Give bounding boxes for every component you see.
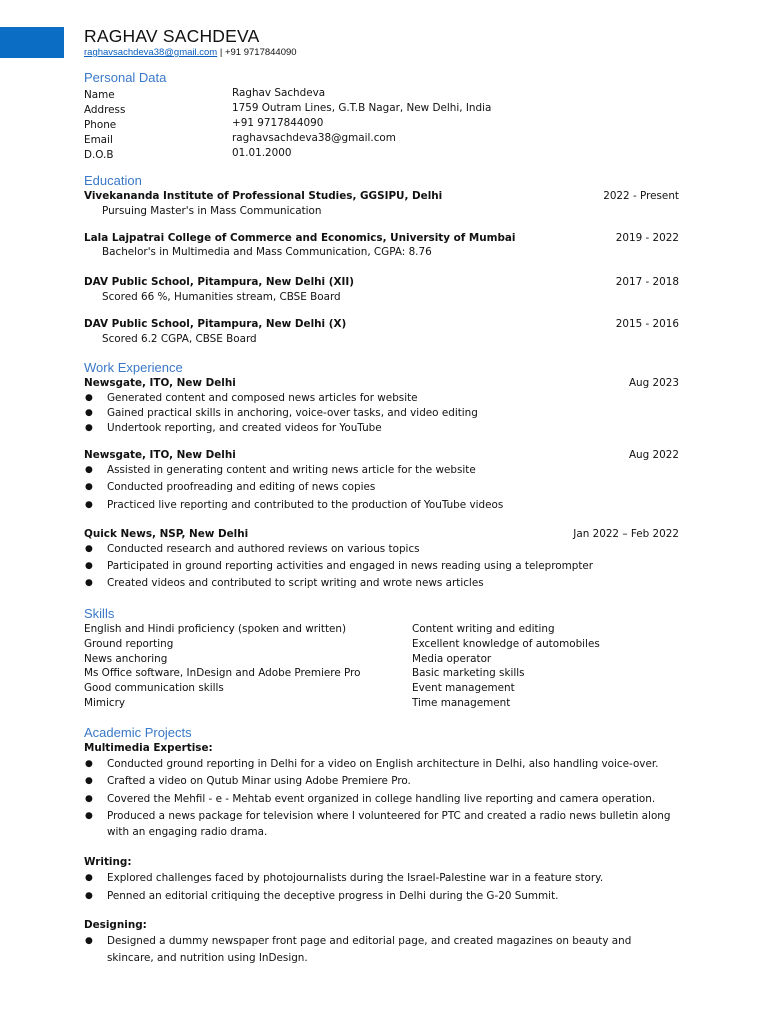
email-link[interactable]: raghavsachdeva38@gmail.com xyxy=(84,47,218,58)
education-detail: Bachelor's in Multimedia and Mass Communication, CGPA: 8.76 xyxy=(102,246,432,258)
personal-value-dob: 01.01.2000 xyxy=(232,147,292,159)
list-item-text: Participated in ground reporting activities and engaged in news reading using a teleprompter xyxy=(107,560,594,572)
bullet-icon: ● xyxy=(85,759,93,769)
education-item-school xyxy=(84,317,679,331)
personal-data-table xyxy=(84,88,679,163)
education-dates: 2015 - 2016 xyxy=(615,318,679,330)
personal-value-phone: +91 9717844090 xyxy=(232,117,324,129)
personal-label-email: Email xyxy=(84,134,113,146)
bullet-icon: ● xyxy=(85,776,93,786)
skill-item: News anchoring xyxy=(84,653,168,665)
list-item-text: Conducted ground reporting in Delhi for a video on English architecture in Delhi, also handling voice-over. xyxy=(107,758,659,770)
skill-item: Content writing and editing xyxy=(412,623,555,635)
work-dates: Jan 2022 – Feb 2022 xyxy=(573,528,679,540)
bullet-icon: ● xyxy=(85,465,93,475)
skill-item: Excellent knowledge of automobiles xyxy=(412,638,600,650)
education-item-school xyxy=(84,231,679,245)
education-dates: 2017 - 2018 xyxy=(615,276,679,288)
skill-item: Mimicry xyxy=(84,697,125,709)
skill-item: Media operator xyxy=(412,653,492,665)
section-title-academic-projects: Academic Projects xyxy=(84,725,192,740)
work-item-org xyxy=(84,376,679,390)
bullet-icon: ● xyxy=(85,811,93,821)
personal-value-name: Raghav Sachdeva xyxy=(232,87,326,99)
list-item-text: Assisted in generating content and writing news article for the website xyxy=(107,464,476,476)
list-item-text: Produced a news package for television where I volunteered for PTC and created a radio news bulletin along with an engaging radio drama. xyxy=(107,810,671,838)
education-item-school xyxy=(84,275,679,289)
personal-label-dob: D.O.B xyxy=(84,149,114,161)
section-title-skills: Skills xyxy=(84,606,115,621)
personal-label-phone: Phone xyxy=(84,119,117,131)
bullet-icon: ● xyxy=(85,408,93,418)
list-item-text: Conducted proofreading and editing of news copies xyxy=(107,481,376,493)
list-item-text: Crafted a video on Qutub Minar using Adobe Premiere Pro. xyxy=(107,775,411,787)
list-item-text: Designed a dummy newspaper front page and editorial page, and created magazines on beauty and skincare, and nutrition using InDesign. xyxy=(107,935,632,964)
bullet-icon: ● xyxy=(85,794,93,804)
bullet-icon: ● xyxy=(85,544,93,554)
work-list xyxy=(84,376,679,616)
work-org-name: Newsgate, ITO, New Delhi xyxy=(84,449,236,461)
bullet-icon: ● xyxy=(85,393,93,403)
education-dates: 2022 - Present xyxy=(603,190,679,202)
list-item-text: Created videos and contributed to script writing and wrote news articles xyxy=(107,577,484,589)
skills-grid xyxy=(84,622,679,712)
project-group-heading: Writing: xyxy=(84,856,132,868)
personal-label-name: Name xyxy=(84,89,115,101)
education-school-name: Lala Lajpatrai College of Commerce and Economics, University of Mumbai xyxy=(84,232,516,244)
header-accent-bar xyxy=(0,27,64,58)
bullet-icon: ● xyxy=(85,936,93,946)
personal-label-address: Address xyxy=(84,104,126,116)
education-school-name: DAV Public School, Pitampura, New Delhi (X) xyxy=(84,318,347,330)
skill-item: Ms Office software, InDesign and Adobe Premiere Pro xyxy=(84,667,361,679)
personal-value-address: 1759 Outram Lines, G.T.B Nagar, New Delhi, India xyxy=(232,102,492,114)
list-item-text: Generated content and composed news articles for website xyxy=(107,392,418,404)
list-item-text: Penned an editorial critiquing the deceptive progress in Delhi during the G-20 Summit. xyxy=(107,890,559,902)
education-detail: Scored 6.2 CGPA, CBSE Board xyxy=(102,333,257,345)
education-detail: Pursuing Master's in Mass Communication xyxy=(102,205,322,217)
bullet-icon: ● xyxy=(85,500,93,510)
work-dates: Aug 2023 xyxy=(628,377,679,389)
contact-line xyxy=(84,47,297,59)
education-school-name: DAV Public School, Pitampura, New Delhi (XII) xyxy=(84,276,354,288)
project-group-heading: Multimedia Expertise: xyxy=(84,742,213,754)
work-org-name: Quick News, NSP, New Delhi xyxy=(84,528,249,540)
resume-header xyxy=(84,26,297,59)
projects-list xyxy=(84,741,679,971)
education-school-name: Vivekananda Institute of Professional Studies, GGSIPU, Delhi xyxy=(84,190,443,202)
bullet-icon: ● xyxy=(85,891,93,901)
list-item-text: Covered the Mehfil - e - Mehtab event organized in college handling live reporting and camera operation. xyxy=(107,793,656,805)
bullet-icon: ● xyxy=(85,873,93,883)
candidate-name: RAGHAV SACHDEVA xyxy=(84,26,260,46)
work-item-org xyxy=(84,448,679,462)
work-dates: Aug 2022 xyxy=(628,449,679,461)
bullet-icon: ● xyxy=(85,423,93,433)
list-item-text: Gained practical skills in anchoring, voice-over tasks, and video editing xyxy=(107,407,478,419)
personal-value-email: raghavsachdeva38@gmail.com xyxy=(232,132,396,144)
skill-item: Ground reporting xyxy=(84,638,174,650)
section-title-education: Education xyxy=(84,173,142,188)
list-item-text: Explored challenges faced by photojournalists during the Israel-Palestine war in a feature story. xyxy=(107,872,604,884)
bullet-icon: ● xyxy=(85,561,93,571)
contact-phone: | +91 9717844090 xyxy=(217,47,297,58)
skill-item: Time management xyxy=(412,697,511,709)
education-dates: 2019 - 2022 xyxy=(615,232,679,244)
work-org-name: Newsgate, ITO, New Delhi xyxy=(84,377,236,389)
section-title-work-experience: Work Experience xyxy=(84,360,183,375)
bullet-icon: ● xyxy=(85,578,93,588)
list-item-text: Practiced live reporting and contributed to the production of YouTube videos xyxy=(107,499,504,511)
list-item-text: Undertook reporting, and created videos for YouTube xyxy=(107,422,382,434)
section-title-personal-data: Personal Data xyxy=(84,70,167,85)
skill-item: English and Hindi proficiency (spoken and written) xyxy=(84,623,347,635)
education-list xyxy=(84,189,679,349)
skill-item: Good communication skills xyxy=(84,682,224,694)
education-detail: Scored 66 %, Humanities stream, CBSE Board xyxy=(102,291,341,303)
work-item-org xyxy=(84,527,679,541)
list-item-text: Conducted research and authored reviews on various topics xyxy=(107,543,420,555)
project-group-heading: Designing: xyxy=(84,919,147,931)
bullet-icon: ● xyxy=(85,482,93,492)
skill-item: Basic marketing skills xyxy=(412,667,525,679)
skill-item: Event management xyxy=(412,682,515,694)
education-item-school xyxy=(84,189,679,203)
